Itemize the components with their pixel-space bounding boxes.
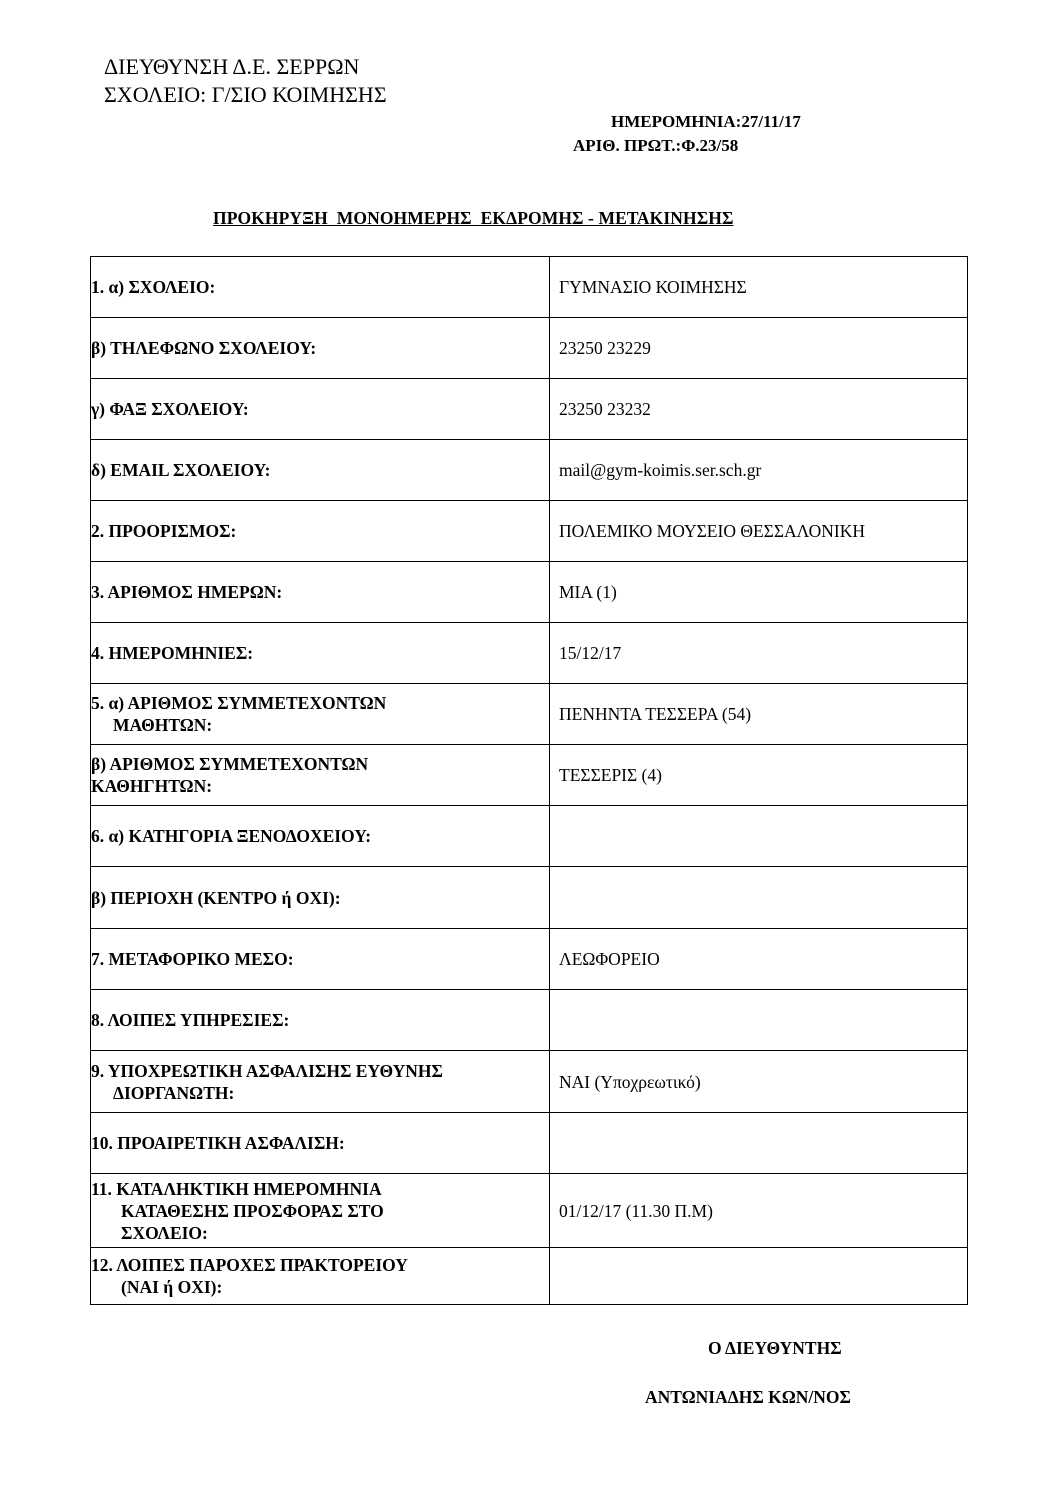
row-value: ΝΑΙ (Υποχρεωτικό) — [550, 1051, 968, 1113]
row-label: β) ΑΡΙΘΜΟΣ ΣΥΜΜΕΤΕΧΟΝΤΩΝ ΚΑΘΗΓΗΤΩΝ: — [91, 745, 550, 806]
table-row — [91, 623, 968, 684]
row-value — [550, 1113, 968, 1174]
row-value: ΛΕΩΦΟΡΕΙΟ — [550, 929, 968, 990]
table-row — [91, 318, 968, 379]
trip-details-table — [90, 256, 968, 1305]
school-heading: ΣΧΟΛΕΙΟ: Γ/ΣΙΟ ΚΟΙΜΗΣΗΣ — [104, 82, 387, 107]
table-row — [91, 440, 968, 501]
table-row — [91, 501, 968, 562]
row-label: δ) EMAIL ΣΧΟΛΕΙΟΥ: — [91, 440, 550, 501]
signature-name: ΑΝΤΩΝΙΑΔΗΣ ΚΩΝ/ΝΟΣ — [645, 1387, 851, 1407]
row-label: 1. α) ΣΧΟΛΕΙΟ: — [91, 257, 550, 318]
row-label: 7. ΜΕΤΑΦΟΡΙΚΟ ΜΕΣΟ: — [91, 929, 550, 990]
row-label: β) ΤΗΛΕΦΩΝΟ ΣΧΟΛΕΙΟΥ: — [91, 318, 550, 379]
row-value: ΤΕΣΣΕΡΙΣ (4) — [550, 745, 968, 806]
directorate-heading: ΔΙΕΥΘΥΝΣΗ Δ.Ε. ΣΕΡΡΩΝ — [104, 54, 360, 79]
row-value: ΠΟΛΕΜΙΚΟ ΜΟΥΣΕΙΟ ΘΕΣΣΑΛΟΝΙΚΗ — [550, 501, 968, 562]
row-value: 01/12/17 (11.30 Π.Μ) — [550, 1174, 968, 1248]
row-value — [550, 990, 968, 1051]
row-label: 12. ΛΟΙΠΕΣ ΠΑΡΟΧΕΣ ΠΡΑΚΤΟΡΕΙΟΥ (ΝΑΙ ή ΟΧΙ): — [91, 1248, 550, 1305]
row-value: mail@gym-koimis.ser.sch.gr — [550, 440, 968, 501]
row-label: 11. ΚΑΤΑΛΗΚΤΙΚΗ ΗΜΕΡΟΜΗΝΙΑ ΚΑΤΑΘΕΣΗΣ ΠΡΟΣΦΟΡΑΣ ΣΤΟ ΣΧΟΛΕΙΟ: — [91, 1174, 550, 1248]
row-label: 2. ΠΡΟΟΡΙΣΜΟΣ: — [91, 501, 550, 562]
row-value: 23250 23229 — [550, 318, 968, 379]
row-value — [550, 1248, 968, 1305]
row-label: 6. α) ΚΑΤΗΓΟΡΙΑ ΞΕΝΟΔΟΧΕΙΟΥ: — [91, 806, 550, 867]
table-row — [91, 806, 968, 867]
row-label: γ) ΦΑΞ ΣΧΟΛΕΙΟΥ: — [91, 379, 550, 440]
row-value — [550, 867, 968, 929]
document-date: ΗΜΕΡΟΜΗΝΙΑ:27/11/17 — [611, 112, 801, 131]
row-value — [550, 806, 968, 867]
table-row — [91, 562, 968, 623]
table-row — [91, 1113, 968, 1174]
protocol-number: ΑΡΙΘ. ΠΡΩΤ.:Φ.23/58 — [573, 136, 739, 155]
row-value: ΜΙΑ (1) — [550, 562, 968, 623]
document-title: ΠΡΟΚΗΡΥΞΗ ΜΟΝΟΗΜΕΡΗΣ ΕΚΔΡΟΜΗΣ - ΜΕΤΑΚΙΝΗΣΗΣ — [213, 208, 734, 228]
row-label: 8. ΛΟΙΠΕΣ ΥΠΗΡΕΣΙΕΣ: — [91, 990, 550, 1051]
row-label: 4. ΗΜΕΡΟΜΗΝΙΕΣ: — [91, 623, 550, 684]
table-row — [91, 1051, 968, 1113]
row-label: 10. ΠΡΟΑΙΡΕΤΙΚΗ ΑΣΦΑΛΙΣΗ: — [91, 1113, 550, 1174]
table-row — [91, 1174, 968, 1248]
row-label: 5. α) ΑΡΙΘΜΟΣ ΣΥΜΜΕΤΕΧΟΝΤΩΝ ΜΑΘΗΤΩΝ: — [91, 684, 550, 745]
row-label: β) ΠΕΡΙΟΧΗ (ΚΕΝΤΡΟ ή ΟΧΙ): — [91, 867, 550, 929]
row-label: 9. ΥΠΟΧΡΕΩΤΙΚΗ ΑΣΦΑΛΙΣΗΣ ΕΥΘΥΝΗΣ ΔΙΟΡΓΑΝΩΤΗ: — [91, 1051, 550, 1113]
table-row — [91, 1248, 968, 1305]
row-value: ΠΕΝΗΝΤΑ ΤΕΣΣΕΡΑ (54) — [550, 684, 968, 745]
table-row — [91, 379, 968, 440]
table-row — [91, 929, 968, 990]
row-value: 23250 23232 — [550, 379, 968, 440]
table-row — [91, 684, 968, 745]
table-row — [91, 990, 968, 1051]
row-value: 15/12/17 — [550, 623, 968, 684]
table-row — [91, 257, 968, 318]
table-row — [91, 745, 968, 806]
row-value: ΓΥΜΝΑΣΙΟ ΚΟΙΜΗΣΗΣ — [550, 257, 968, 318]
table-row — [91, 867, 968, 929]
signature-role: Ο ΔΙΕΥΘΥΝΤΗΣ — [708, 1338, 842, 1358]
row-label: 3. ΑΡΙΘΜΟΣ ΗΜΕΡΩΝ: — [91, 562, 550, 623]
